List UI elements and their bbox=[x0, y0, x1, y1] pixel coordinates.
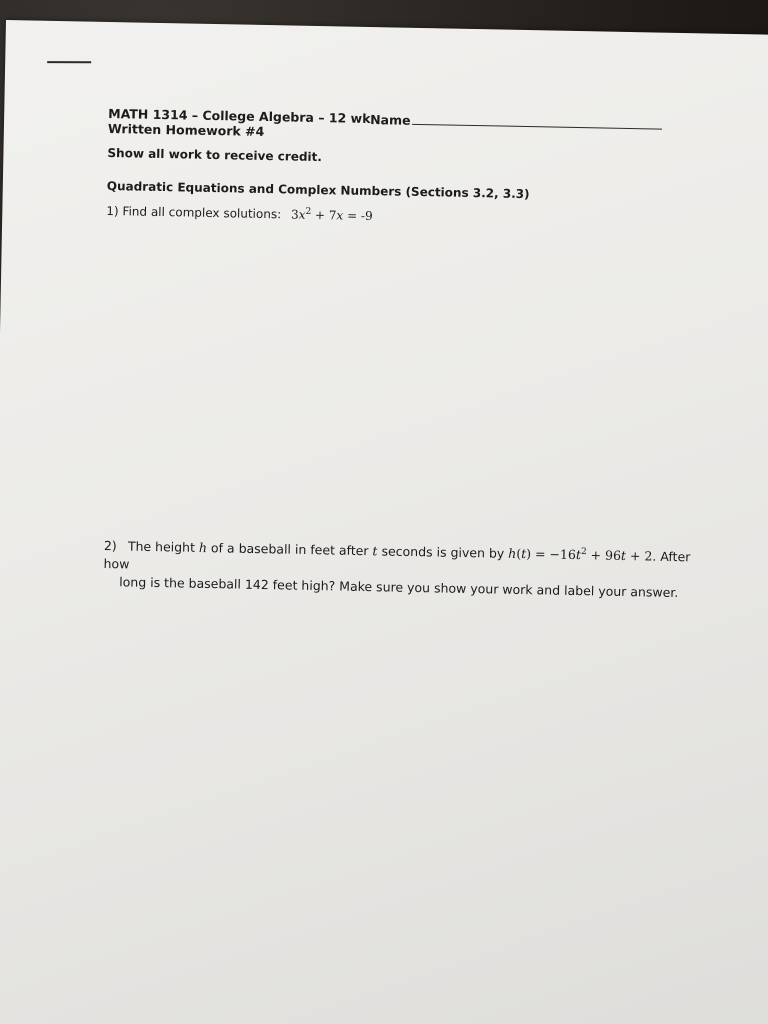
section-title: Quadratic Equations and Complex Numbers (Sections 3.2, 3.3) bbox=[106, 178, 530, 202]
problem-1 bbox=[106, 200, 706, 231]
problem-1-prompt: Find all complex solutions: bbox=[122, 204, 282, 222]
func-eq: ) = −16 bbox=[526, 546, 577, 563]
problem-1-number: 1) bbox=[106, 203, 119, 219]
func-mid: + 96 bbox=[586, 547, 622, 564]
eq-linear-term: + 7 bbox=[314, 207, 337, 223]
p2-var-h: h bbox=[198, 539, 208, 556]
pen-mark bbox=[47, 61, 91, 63]
problem-1-equation bbox=[291, 208, 373, 224]
eq-variable: x bbox=[298, 207, 306, 222]
eq-right-side: = -9 bbox=[346, 208, 373, 224]
name-label: Name bbox=[370, 112, 411, 128]
worksheet-content bbox=[103, 105, 708, 601]
course-title: MATH 1314 – College Algebra – 12 wk bbox=[108, 105, 371, 127]
eq-exponent: 2 bbox=[305, 206, 312, 217]
func-exp: 2 bbox=[580, 547, 587, 558]
p2-text-3: seconds is given by bbox=[381, 543, 505, 561]
func-name: h bbox=[508, 545, 517, 562]
problem-2-line-2: long is the baseball 142 feet high? Make sure you show your work and label your answer. bbox=[119, 574, 679, 601]
p2-text-2: of a baseball in feet after bbox=[210, 540, 369, 559]
problem-2 bbox=[103, 534, 694, 602]
p2-text-1: The height bbox=[127, 538, 196, 555]
func-t: t bbox=[575, 547, 582, 563]
p2-var-t: t bbox=[372, 543, 378, 559]
instruction-text: Show all work to receive credit. bbox=[107, 145, 323, 165]
func-t2: t bbox=[620, 548, 627, 564]
assignment-title: Written Homework #4 bbox=[107, 120, 265, 139]
func-end: + 2. bbox=[625, 548, 657, 564]
worksheet-paper bbox=[0, 20, 768, 1024]
problem-2-number: 2) bbox=[103, 538, 117, 554]
eq-variable-2: x bbox=[336, 208, 344, 223]
func-arg: t bbox=[521, 546, 527, 562]
height-function: $h(t) = -16t^2 + 96t + 2$. bbox=[508, 545, 657, 564]
name-blank-line bbox=[412, 112, 662, 130]
p2-text-4: After how bbox=[103, 548, 691, 572]
eq-coefficient: 3 bbox=[290, 207, 299, 222]
